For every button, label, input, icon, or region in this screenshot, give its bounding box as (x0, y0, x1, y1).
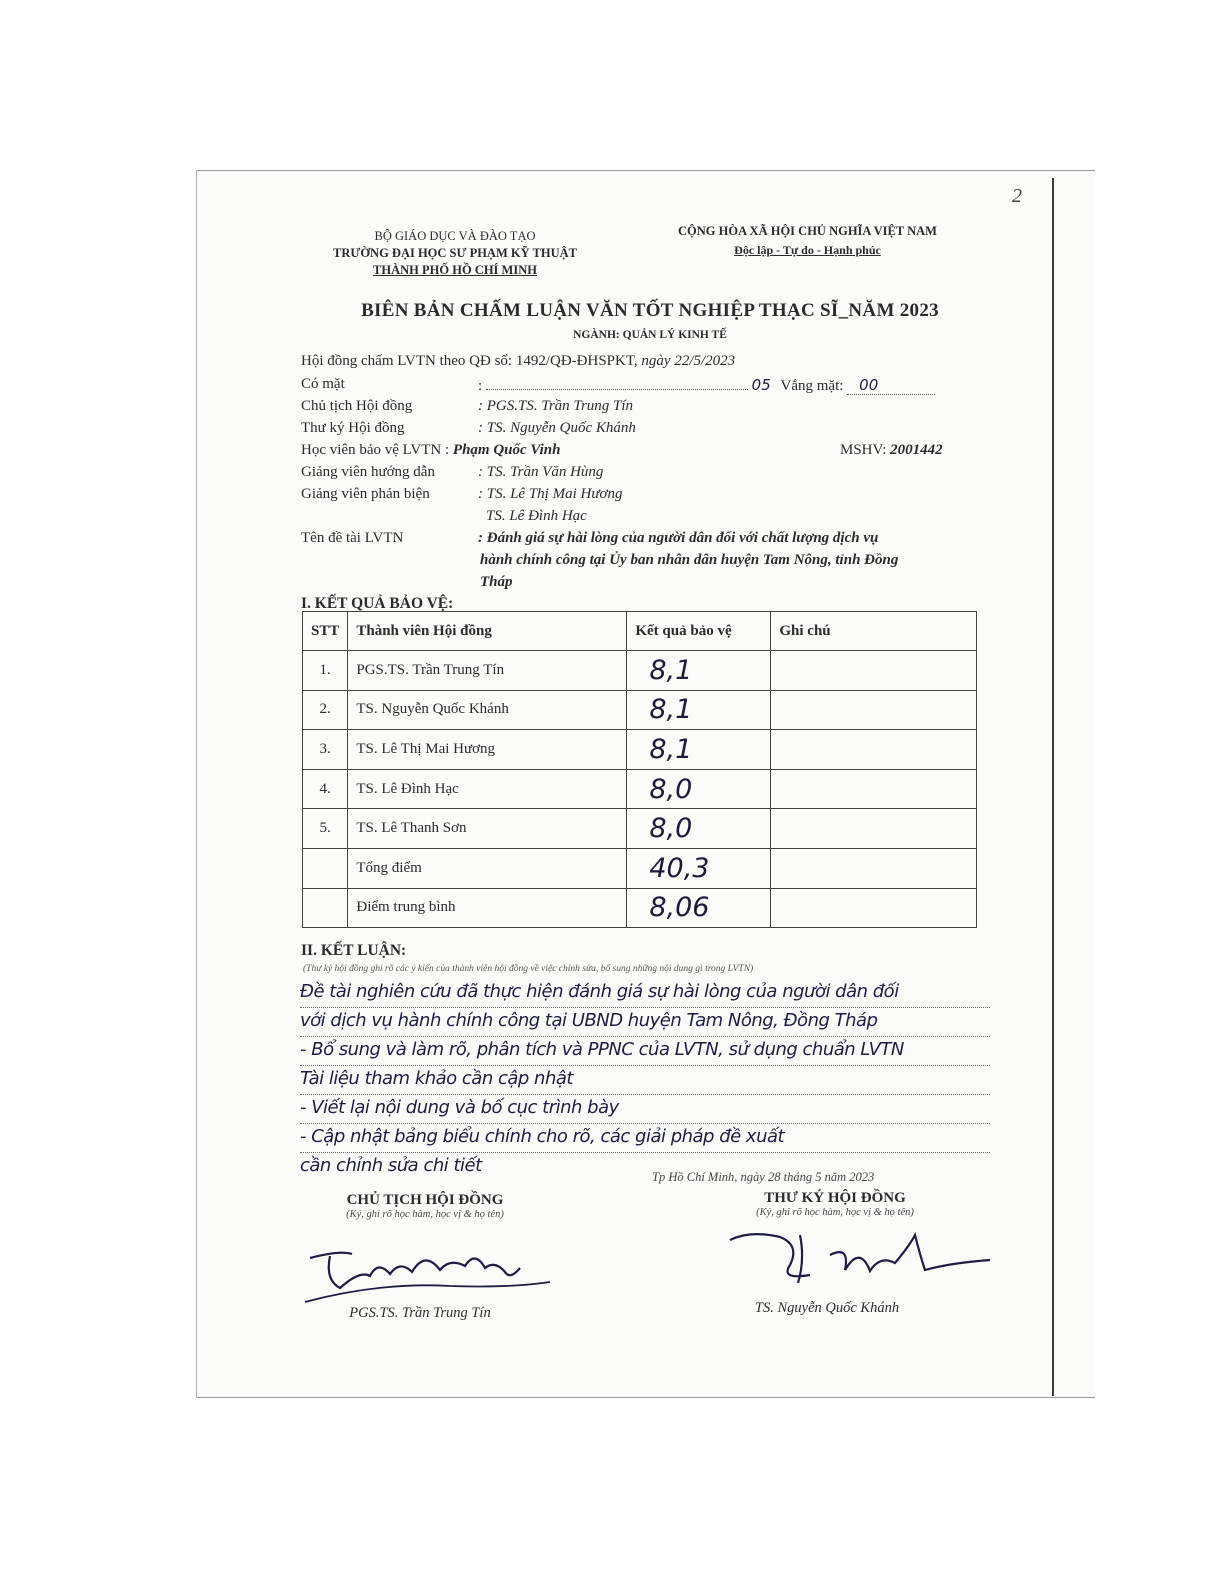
header-member: Thành viên Hội đồng (348, 612, 627, 651)
row-score: 8,1 (627, 690, 771, 730)
chair-name: PGS.TS. Trần Trung Tín (349, 1305, 491, 1321)
conclusion-line: - Cập nhật bảng biểu chính cho rõ, các giải pháp đề xuất (300, 1125, 990, 1153)
decision-line (301, 353, 735, 370)
conclusion-line: - Bổ sung và làm rõ, phân tích và PPNC của LVTN, sử dụng chuẩn LVTN (300, 1038, 990, 1066)
advisor-value: : TS. Trần Văn Hùng (478, 464, 604, 480)
secretary-label: Thư ký Hội đồng (301, 420, 405, 436)
row-stt: 4. (303, 769, 348, 809)
student-label: Học viên bảo vệ LVTN : (301, 442, 450, 458)
secretary-signature-block (700, 1190, 970, 1218)
results-table (302, 611, 977, 928)
row-member: PGS.TS. Trần Trung Tín (348, 651, 627, 691)
average-value: 8,06 (627, 888, 771, 928)
institution-header (300, 228, 610, 279)
row-stt: 1. (303, 651, 348, 691)
average-row (303, 888, 977, 928)
table-row (303, 809, 977, 849)
mshv-label: MSHV: (840, 442, 887, 458)
university-name-line1: TRƯỜNG ĐẠI HỌC SƯ PHẠM KỸ THUẬT (333, 246, 577, 260)
advisor-label: Giảng viên hướng dẫn (301, 464, 435, 480)
reviewer-value-1: : TS. Lê Thị Mai Hương (478, 486, 623, 502)
decision-text: Hội đồng chấm LVTN theo QĐ số: 1492/QĐ-ĐHSPKT, (301, 353, 638, 369)
page-edge-shadow (1052, 178, 1054, 1396)
document-title: BIÊN BẢN CHẤM LUẬN VĂN TỐT NGHIỆP THẠC SĨ_NĂM 2023 (361, 300, 939, 321)
conclusion-line: - Viết lại nội dung và bố cục trình bày (300, 1096, 990, 1124)
student-row (301, 442, 560, 459)
topic-line-2: hành chính công tại Ủy ban nhân dân huyện Tam Nông, tỉnh Đồng (480, 552, 899, 568)
topic-line-1: : Đánh giá sự hài lòng của người dân đối với chất lượng dịch vụ (478, 530, 879, 546)
absent-label: Vắng mặt: (780, 378, 844, 394)
secretary-value: : TS. Nguyễn Quốc Khánh (478, 420, 636, 436)
chair-label: Chủ tịch Hội đồng (301, 398, 413, 414)
conclusion-line: Đề tài nghiên cứu đã thực hiện đánh giá sự hài lòng của người dân đối (300, 980, 990, 1008)
university-name-line2: THÀNH PHỐ HỒ CHÍ MINH (373, 263, 537, 277)
reviewer-label: Giảng viên phản biện (301, 486, 430, 502)
table-row (303, 730, 977, 770)
conclusion-line: với dịch vụ hành chính công tại UBND huyện Tam Nông, Đồng Tháp (300, 1009, 990, 1037)
republic-name: CỘNG HÒA XÃ HỘI CHỦ NGHĨA VIỆT NAM (678, 224, 937, 238)
student-name: Phạm Quốc Vinh (452, 442, 561, 458)
row-note (771, 769, 977, 809)
total-row (303, 848, 977, 888)
row-stt: 3. (303, 730, 348, 770)
reviewer-value-2: TS. Lê Đình Hạc (486, 508, 587, 524)
ministry-name: BỘ GIÁO DỤC VÀ ĐÀO TẠO (374, 229, 536, 243)
secretary-title: THƯ KÝ HỘI ĐỒNG (764, 1190, 906, 1206)
topic-line-3: Tháp (480, 574, 513, 590)
section-conclusion-heading: II. KẾT LUẬN: (301, 942, 407, 959)
chair-signature-block (300, 1192, 550, 1220)
page-number: 2 (1012, 185, 1022, 207)
row-note (771, 809, 977, 849)
chair-value: : PGS.TS. Trần Trung Tín (478, 398, 634, 414)
row-member: TS. Lê Đình Hạc (348, 769, 627, 809)
header-score: Kết quả bảo vệ (627, 612, 771, 651)
row-score: 8,0 (627, 809, 771, 849)
table-row (303, 769, 977, 809)
topic-label: Tên đề tài LVTN (301, 530, 404, 546)
row-note (771, 690, 977, 730)
conclusion-note: (Thư ký hội đồng ghi rõ các ý kiến của thành viên hội đồng về việc chỉnh sửa, bổ sung những nội dung gì trong LVTN) (303, 964, 754, 974)
conclusion-line: Tài liệu tham khảo cần cập nhật (300, 1067, 990, 1095)
row-member: TS. Nguyễn Quốc Khánh (348, 690, 627, 730)
document-subtitle: NGÀNH: QUẢN LÝ KINH TẾ (573, 329, 727, 341)
row-stt: 2. (303, 690, 348, 730)
decision-date: ngày 22/5/2023 (641, 353, 736, 369)
national-motto: Độc lập - Tự do - Hạnh phúc (734, 243, 881, 257)
total-label: Tổng điểm (348, 848, 627, 888)
present-label: Có mặt (301, 376, 345, 392)
mshv-value: 2001442 (890, 442, 943, 458)
chair-signature (300, 1230, 560, 1310)
section-results-heading: I. KẾT QUẢ BẢO VỆ: (301, 595, 454, 612)
place-date: Tp Hồ Chí Minh, ngày 28 tháng 5 năm 2023 (652, 1170, 875, 1184)
row-note (771, 730, 977, 770)
present-value: 05 (751, 376, 771, 394)
table-row (303, 690, 977, 730)
absent-value: 00 (847, 376, 935, 395)
secretary-signature (720, 1215, 1000, 1295)
table-header-row (303, 612, 977, 651)
chair-title: CHỦ TỊCH HỘI ĐỒNG (346, 1192, 504, 1208)
row-note (771, 651, 977, 691)
national-header (640, 222, 975, 260)
row-member: TS. Lê Thanh Sơn (348, 809, 627, 849)
present-row: : 05 Vắng mặt: 00 (478, 376, 935, 395)
row-score: 8,0 (627, 769, 771, 809)
secretary-name: TS. Nguyễn Quốc Khánh (754, 1300, 900, 1316)
header-note: Ghi chú (771, 612, 977, 651)
average-label: Điểm trung bình (348, 888, 627, 928)
chair-sub: (Ký, ghi rõ học hàm, học vị & họ tên) (346, 1209, 504, 1220)
conclusion-line: cần chỉnh sửa chi tiết (300, 1155, 482, 1176)
row-score: 8,1 (627, 730, 771, 770)
table-row (303, 651, 977, 691)
row-stt: 5. (303, 809, 348, 849)
mshv-row (840, 442, 943, 459)
row-score: 8,1 (627, 651, 771, 691)
header-stt: STT (303, 612, 348, 651)
row-member: TS. Lê Thị Mai Hương (348, 730, 627, 770)
secretary-sub: (Ký, ghi rõ học hàm, học vị & họ tên) (756, 1207, 914, 1218)
total-value: 40,3 (627, 848, 771, 888)
